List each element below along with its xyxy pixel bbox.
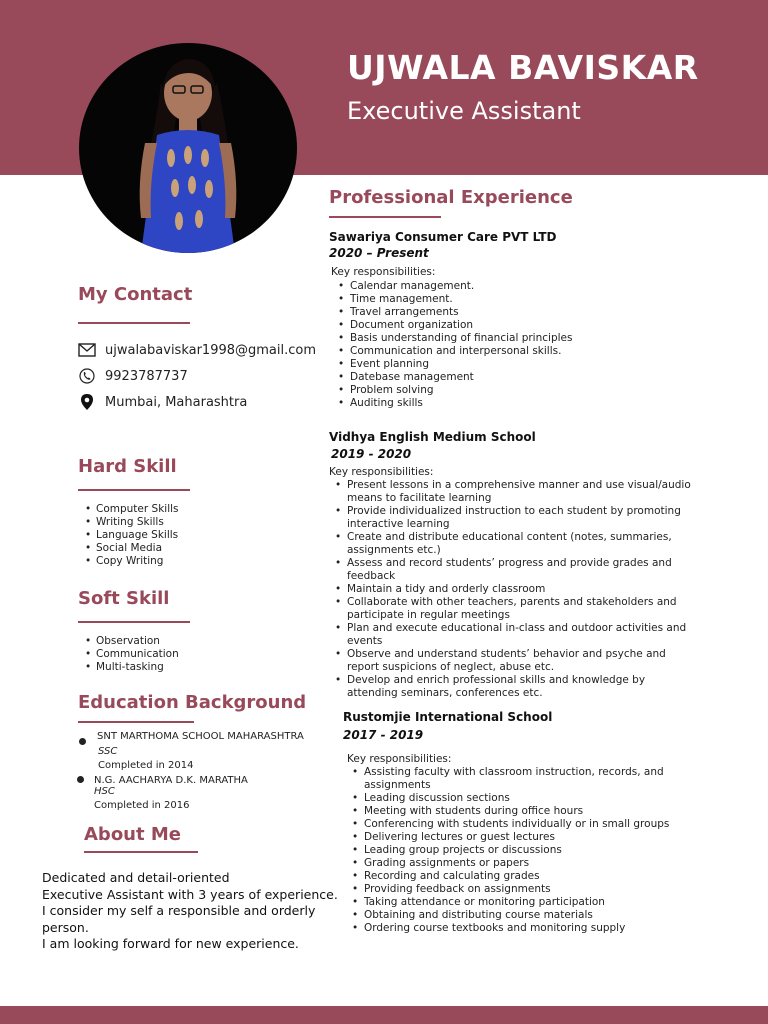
list-item: • Obtaining and distributing course materials — [347, 909, 677, 922]
contact-location: Mumbai, Maharashtra — [105, 394, 248, 410]
list-item: • Conferencing with students individually or in small groups — [347, 818, 677, 831]
hard-skill-heading: Hard Skill — [78, 456, 177, 477]
list-item: • Maintain a tidy and orderly classroom — [330, 583, 692, 596]
about-heading: About Me — [84, 824, 181, 845]
about-underline — [84, 851, 198, 853]
education-school: SNT MARTHOMA SCHOOL MAHARASHTRA — [97, 731, 304, 742]
list-item: • Time management. — [333, 293, 623, 306]
list-item: • Delivering lectures or guest lectures — [347, 831, 677, 844]
about-line: person. — [42, 919, 89, 935]
job-company: Vidhya English Medium School — [329, 430, 536, 444]
list-item: • Observation — [85, 635, 179, 648]
about-line: I am looking forward for new experience. — [42, 936, 299, 951]
list-item: • Multi-tasking — [85, 661, 179, 674]
list-item: • Leading group projects or discussions — [347, 844, 677, 857]
job-period: 2020 – Present — [329, 246, 429, 260]
bullet-icon — [77, 776, 84, 783]
hard-skill-list — [85, 503, 179, 568]
footer-bar — [0, 1006, 768, 1024]
list-item: • Grading assignments or papers — [347, 857, 677, 870]
experience-heading: Professional Experience — [329, 187, 573, 208]
person-silhouette-icon — [79, 43, 297, 253]
job-company: Rustomjie International School — [343, 710, 553, 724]
education-school: N.G. AACHARYA D.K. MARATHA — [94, 775, 248, 786]
contact-underline — [78, 322, 190, 324]
list-item: • Communication — [85, 648, 179, 661]
job-company: Sawariya Consumer Care PVT LTD — [329, 230, 557, 244]
list-item: • Social Media — [85, 542, 179, 555]
list-item: • Recording and calculating grades — [347, 870, 677, 883]
list-item: • Observe and understand students’ behavior and psyche and report suspicions of neglect, abuse etc. — [330, 648, 692, 674]
list-item: • Develop and enrich professional skills and knowledge by attending seminars, conferences etc. — [330, 674, 692, 700]
education-level: SSC — [98, 746, 118, 757]
list-item: • Basis understanding of financial principles — [333, 332, 623, 345]
about-line: Dedicated and detail-oriented — [42, 870, 230, 885]
list-item: • Language Skills — [85, 529, 179, 542]
job-responsibilities-label: Key responsibilities: — [331, 266, 436, 278]
list-item: • Assisting faculty with classroom instruction, records, and assignments — [347, 766, 677, 792]
job-responsibilities-label: Key responsibilities: — [329, 466, 434, 478]
list-item: • Computer Skills — [85, 503, 179, 516]
job-period: 2019 - 2020 — [331, 447, 412, 461]
candidate-name: UJWALA BAVISKAR — [347, 48, 699, 87]
contact-location-row — [78, 393, 247, 411]
job-responsibilities-list — [347, 766, 677, 935]
list-item: • Plan and execute educational in-class and outdoor activities and events — [330, 622, 692, 648]
profile-photo — [79, 43, 297, 253]
phone-icon — [78, 367, 96, 385]
list-item: • Ordering course textbooks and monitoring supply — [347, 922, 677, 935]
list-item: • Calendar management. — [333, 280, 623, 293]
list-item: • Leading discussion sections — [347, 792, 677, 805]
list-item: • Travel arrangements — [333, 306, 623, 319]
contact-phone[interactable]: 9923787737 — [105, 368, 188, 384]
education-heading: Education Background — [78, 692, 307, 713]
about-line: I consider my self a responsible and orderly — [42, 903, 316, 918]
hard-skill-underline — [78, 489, 190, 491]
list-item: • Present lessons in a comprehensive manner and use visual/audio means to facilitate learning — [330, 479, 692, 505]
contact-email-row — [78, 341, 316, 359]
education-completed: Completed in 2014 — [98, 760, 194, 771]
job-responsibilities-label: Key responsibilities: — [347, 753, 452, 765]
list-item: • Providing feedback on assignments — [347, 883, 677, 896]
soft-skill-heading: Soft Skill — [78, 588, 170, 609]
soft-skill-underline — [78, 621, 190, 623]
bullet-icon — [79, 738, 86, 745]
list-item: • Writing Skills — [85, 516, 179, 529]
candidate-title: Executive Assistant — [347, 97, 581, 125]
list-item: • Taking attendance or monitoring participation — [347, 896, 677, 909]
soft-skill-list — [85, 635, 179, 674]
mail-icon — [78, 341, 96, 359]
list-item: • Problem solving — [333, 384, 623, 397]
list-item: • Document organization — [333, 319, 623, 332]
education-level: HSC — [94, 786, 115, 797]
contact-heading: My Contact — [78, 284, 193, 305]
list-item: • Collaborate with other teachers, parents and stakeholders and participate in regular meetings — [330, 596, 692, 622]
job-responsibilities-list — [333, 280, 623, 410]
list-item: • Datebase management — [333, 371, 623, 384]
education-underline — [78, 721, 194, 723]
list-item: • Communication and interpersonal skills. — [333, 345, 623, 358]
job-responsibilities-list — [330, 479, 692, 700]
experience-underline — [329, 216, 441, 218]
contact-email[interactable]: ujwalabaviskar1998@gmail.com — [105, 342, 317, 358]
location-pin-icon — [78, 393, 96, 411]
list-item: • Auditing skills — [333, 397, 623, 410]
list-item: • Create and distribute educational content (notes, summaries, assignments etc.) — [330, 531, 692, 557]
education-completed: Completed in 2016 — [94, 800, 190, 811]
list-item: • Event planning — [333, 358, 623, 371]
job-period: 2017 - 2019 — [343, 728, 424, 742]
list-item: • Assess and record students’ progress and provide grades and feedback — [330, 557, 692, 583]
list-item: • Copy Writing — [85, 555, 179, 568]
list-item: • Meeting with students during office hours — [347, 805, 677, 818]
contact-phone-row — [78, 367, 188, 385]
about-text — [42, 870, 342, 953]
list-item: • Provide individualized instruction to each student by promoting interactive learning — [330, 505, 692, 531]
about-line: Executive Assistant with 3 years of experience. — [42, 886, 338, 902]
